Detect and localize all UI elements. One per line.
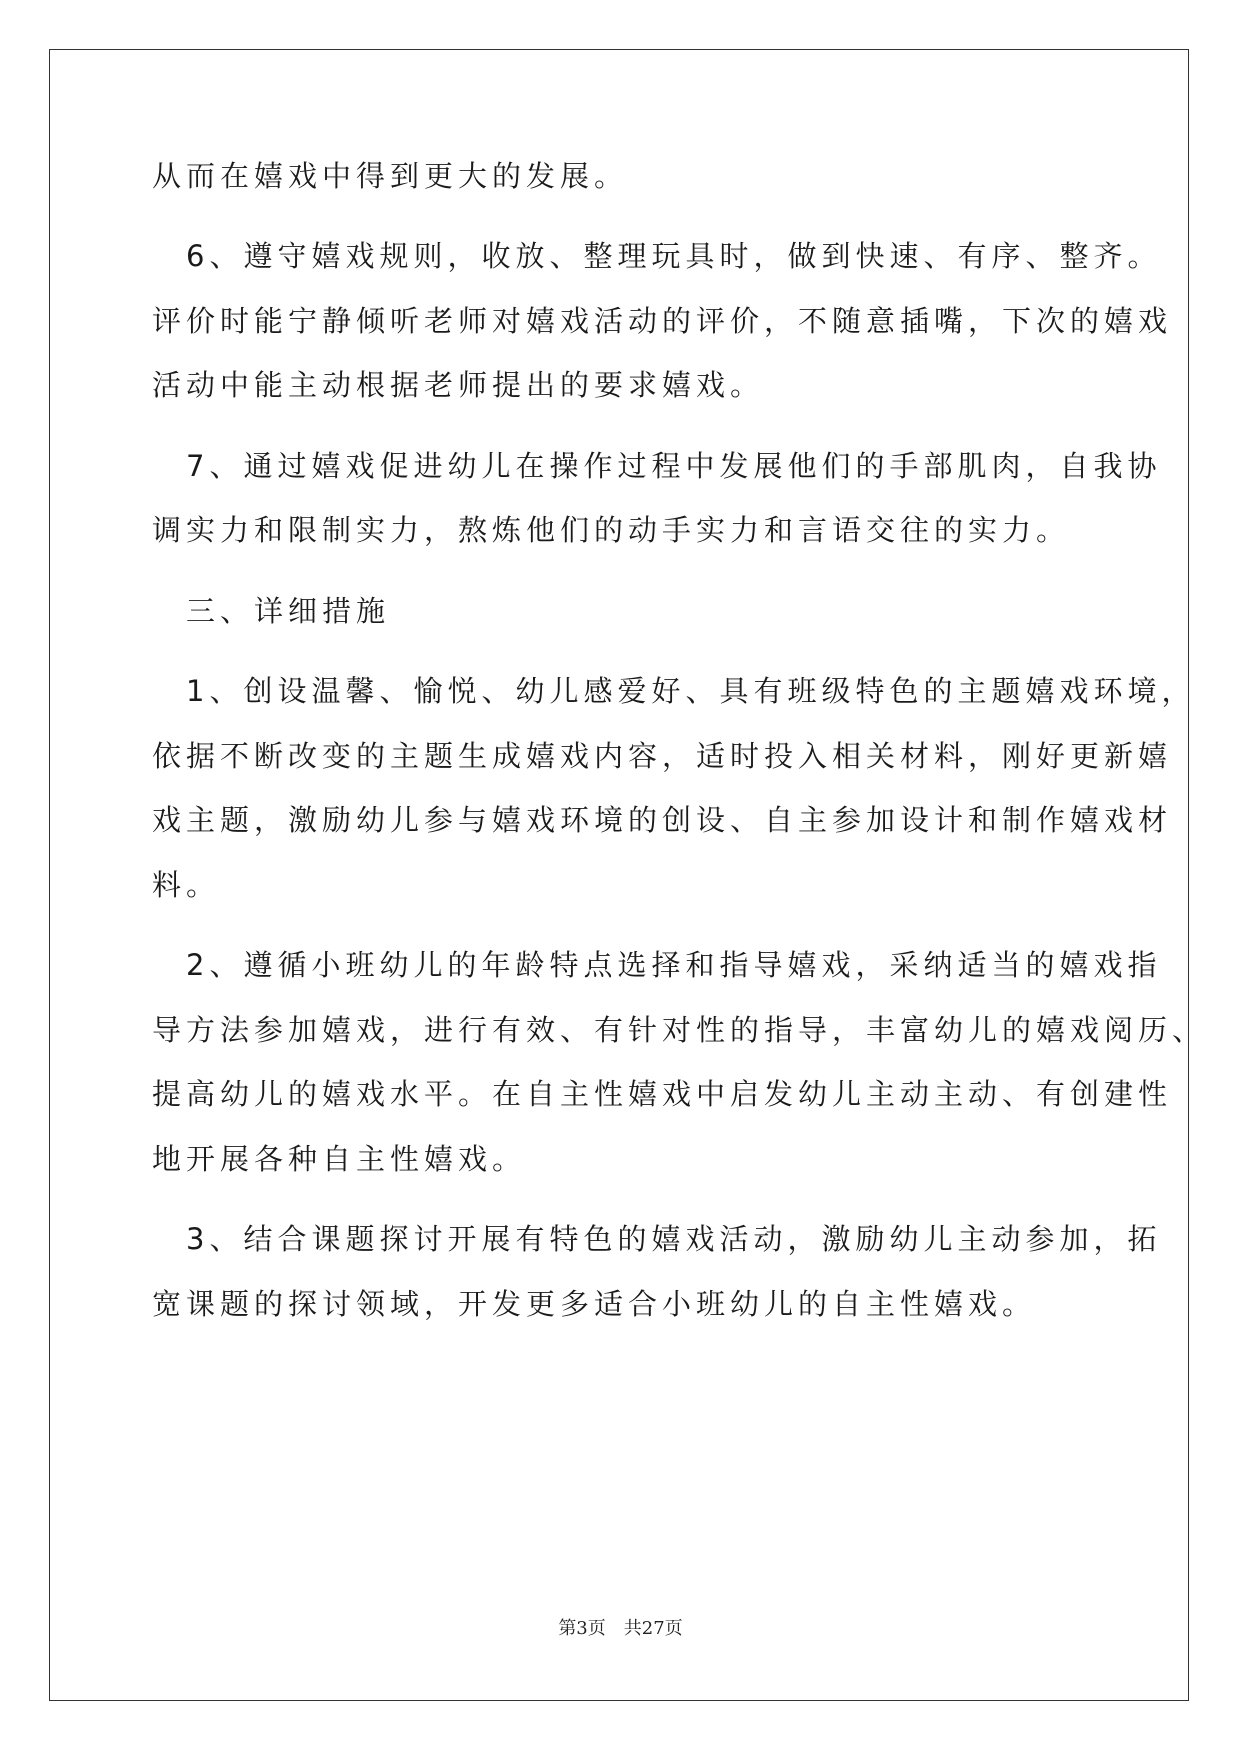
text-line: 评价时能宁静倾听老师对嬉戏活动的评价，不随意插嘴，下次的嬉戏 [152,304,1173,338]
text-line: 从而在嬉戏中得到更大的发展。 [152,159,629,193]
text-line: 调实力和限制实力，熬炼他们的动手实力和言语交往的实力。 [152,513,1071,547]
text-line: 6、遵守嬉戏规则，收放、整理玩具时，做到快速、有序、整齐。 [152,239,1162,273]
text-line: 导方法参加嬉戏，进行有效、有针对性的指导，丰富幼儿的嬉戏阅历、 [152,1013,1207,1047]
text-line: 提高幼儿的嬉戏水平。在自主性嬉戏中启发幼儿主动主动、有创建性 [152,1077,1173,1111]
page-number-footer: 第3页 共27页 [558,1618,683,1639]
text-line: 活动中能主动根据老师提出的要求嬉戏。 [152,368,765,402]
section-heading: 三、详细措施 [152,594,391,628]
text-line: 戏主题，激励幼儿参与嬉戏环境的创设、自主参加设计和制作嬉戏材 [152,803,1173,837]
text-line: 7、通过嬉戏促进幼儿在操作过程中发展他们的手部肌肉，自我协 [152,449,1162,483]
text-line: 地开展各种自主性嬉戏。 [152,1142,527,1176]
text-line: 宽课题的探讨领域，开发更多适合小班幼儿的自主性嬉戏。 [152,1287,1037,1321]
text-line: 依据不断改变的主题生成嬉戏内容，适时投入相关材料，刚好更新嬉 [152,739,1173,773]
text-line: 3、结合课题探讨开展有特色的嬉戏活动，激励幼儿主动参加，拓 [152,1222,1162,1256]
text-line: 2、遵循小班幼儿的年龄特点选择和指导嬉戏，采纳适当的嬉戏指 [152,948,1162,982]
text-line: 1、创设温馨、愉悦、幼儿感爱好、具有班级特色的主题嬉戏环境， [152,674,1196,708]
text-line: 料。 [152,868,221,902]
